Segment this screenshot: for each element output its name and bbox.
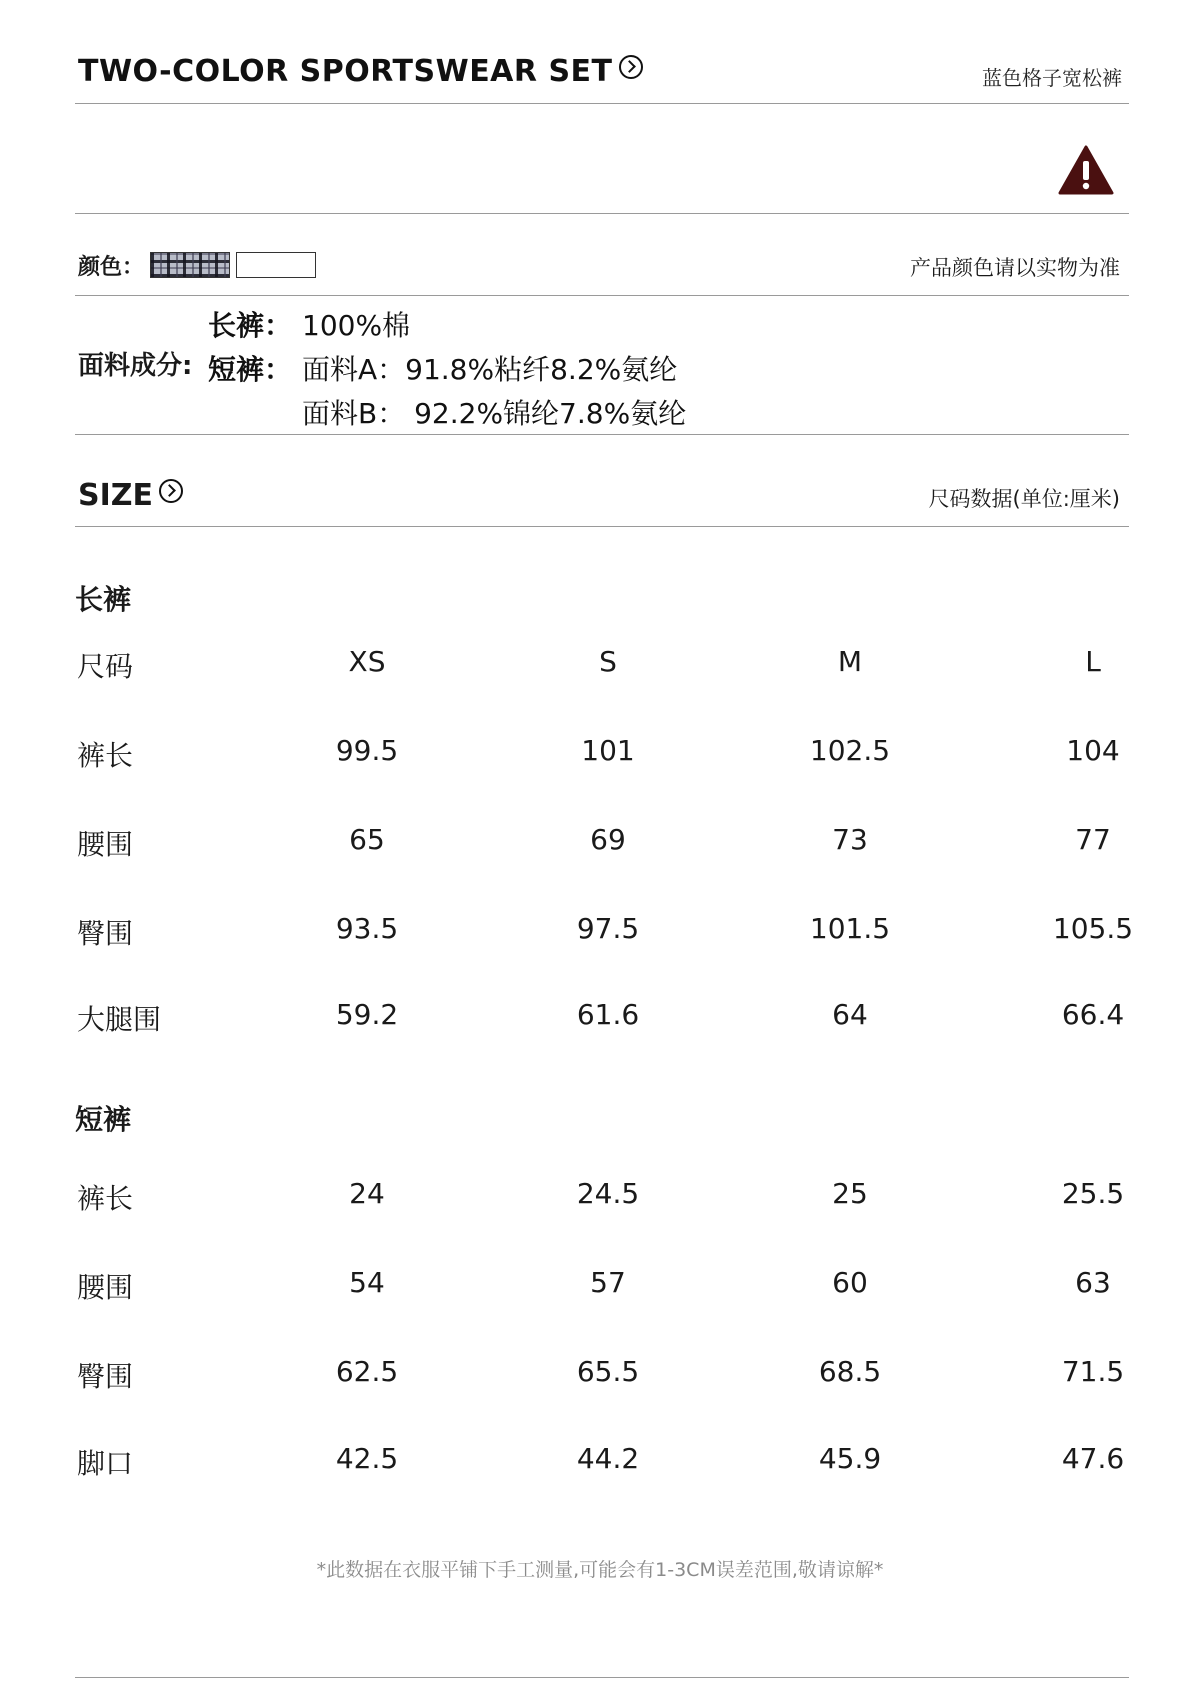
- fabric-short-b: 面料B： 92.2%锦纶7.8%氨纶: [302, 397, 687, 430]
- size-xs: XS: [348, 645, 386, 678]
- table-cell: 93.5: [335, 912, 399, 945]
- table-cell: 62.5: [335, 1355, 399, 1388]
- table-cell: 105.5: [1052, 912, 1134, 945]
- fabric-short-label: 短裤：: [208, 353, 293, 386]
- table-cell: 99.5: [335, 734, 399, 767]
- table-row: [0, 1442, 1200, 1482]
- row-label: 臀围: [77, 1360, 134, 1393]
- divider: [75, 526, 1129, 527]
- shorts-title: 短裤: [75, 1103, 132, 1136]
- size-header-label: 尺码: [77, 650, 134, 683]
- divider: [75, 213, 1129, 214]
- row-label: 腰围: [77, 828, 134, 861]
- table-cell: 102.5: [809, 734, 891, 767]
- fabric-label: 面料成分:: [78, 351, 193, 381]
- table-cell: 24: [349, 1177, 385, 1210]
- table-cell: 73: [832, 823, 868, 856]
- row-label: 大腿围: [77, 1003, 162, 1036]
- table-cell: 71.5: [1061, 1355, 1125, 1388]
- table-cell: 25: [832, 1177, 868, 1210]
- divider: [75, 295, 1129, 296]
- table-cell: 63: [1075, 1266, 1111, 1299]
- table-row: [0, 823, 1200, 863]
- table-cell: 44.2: [576, 1442, 640, 1475]
- table-row: [0, 1177, 1200, 1217]
- row-label: 腰围: [77, 1271, 134, 1304]
- divider: [75, 434, 1129, 435]
- divider: [75, 103, 1129, 104]
- table-row: [0, 1355, 1200, 1395]
- table-cell: 68.5: [818, 1355, 882, 1388]
- table-cell: 59.2: [335, 998, 399, 1031]
- table-row: [0, 734, 1200, 774]
- fabric-short-a: 面料A：91.8%粘纤8.2%氨纶: [302, 353, 678, 386]
- table-row: [0, 998, 1200, 1038]
- row-label: 裤长: [77, 739, 134, 772]
- color-label: 颜色：: [78, 255, 145, 280]
- table-cell: 64: [832, 998, 868, 1031]
- table-cell: 69: [590, 823, 626, 856]
- table-cell: 25.5: [1061, 1177, 1125, 1210]
- table-cell: 24.5: [576, 1177, 640, 1210]
- table-cell: 65.5: [576, 1355, 640, 1388]
- table-cell: 97.5: [576, 912, 640, 945]
- divider: [75, 1677, 1129, 1678]
- table-cell: 45.9: [818, 1442, 882, 1475]
- table-cell: 77: [1075, 823, 1111, 856]
- size-unit-note: 尺码数据(单位:厘米): [928, 487, 1120, 511]
- fabric-long-label: 长裤：: [208, 309, 293, 342]
- size-title-text: SIZE: [78, 478, 154, 513]
- color-note: 产品颜色请以实物为准: [910, 256, 1120, 280]
- table-cell: 66.4: [1061, 998, 1125, 1031]
- size-title: [78, 478, 183, 513]
- table-row: [0, 1266, 1200, 1306]
- size-s: S: [599, 645, 617, 678]
- size-header-row: [0, 645, 1200, 685]
- row-label: 臀围: [77, 917, 134, 950]
- fabric-long-value: 100%棉: [302, 309, 411, 342]
- table-cell: 65: [349, 823, 385, 856]
- table-cell: 60: [832, 1266, 868, 1299]
- measurement-footnote: *此数据在衣服平铺下手工测量,可能会有1-3CM误差范围,敬请谅解*: [316, 1559, 884, 1581]
- color-swatch-plaid[interactable]: [150, 252, 230, 278]
- table-cell: 54: [349, 1266, 385, 1299]
- chevron-right-circle-icon: [619, 55, 643, 79]
- row-label: 脚口: [77, 1447, 134, 1480]
- chevron-right-circle-icon: [159, 479, 183, 503]
- table-cell: 101.5: [809, 912, 891, 945]
- table-cell: 47.6: [1061, 1442, 1125, 1475]
- warning-icon: [1058, 145, 1114, 195]
- table-cell: 104: [1066, 734, 1120, 767]
- table-cell: 101: [581, 734, 635, 767]
- color-swatch-white[interactable]: [236, 252, 316, 278]
- product-subtitle: 蓝色格子宽松裤: [982, 66, 1122, 90]
- page-title: [78, 54, 643, 89]
- size-l: L: [1085, 645, 1101, 678]
- size-m: M: [837, 645, 863, 678]
- table-cell: 57: [590, 1266, 626, 1299]
- table-cell: 42.5: [335, 1442, 399, 1475]
- table-row: [0, 912, 1200, 952]
- table-cell: 61.6: [576, 998, 640, 1031]
- page-title-text: TWO-COLOR SPORTSWEAR SET: [78, 54, 613, 89]
- row-label: 裤长: [77, 1182, 134, 1215]
- long-pants-title: 长裤: [75, 583, 132, 616]
